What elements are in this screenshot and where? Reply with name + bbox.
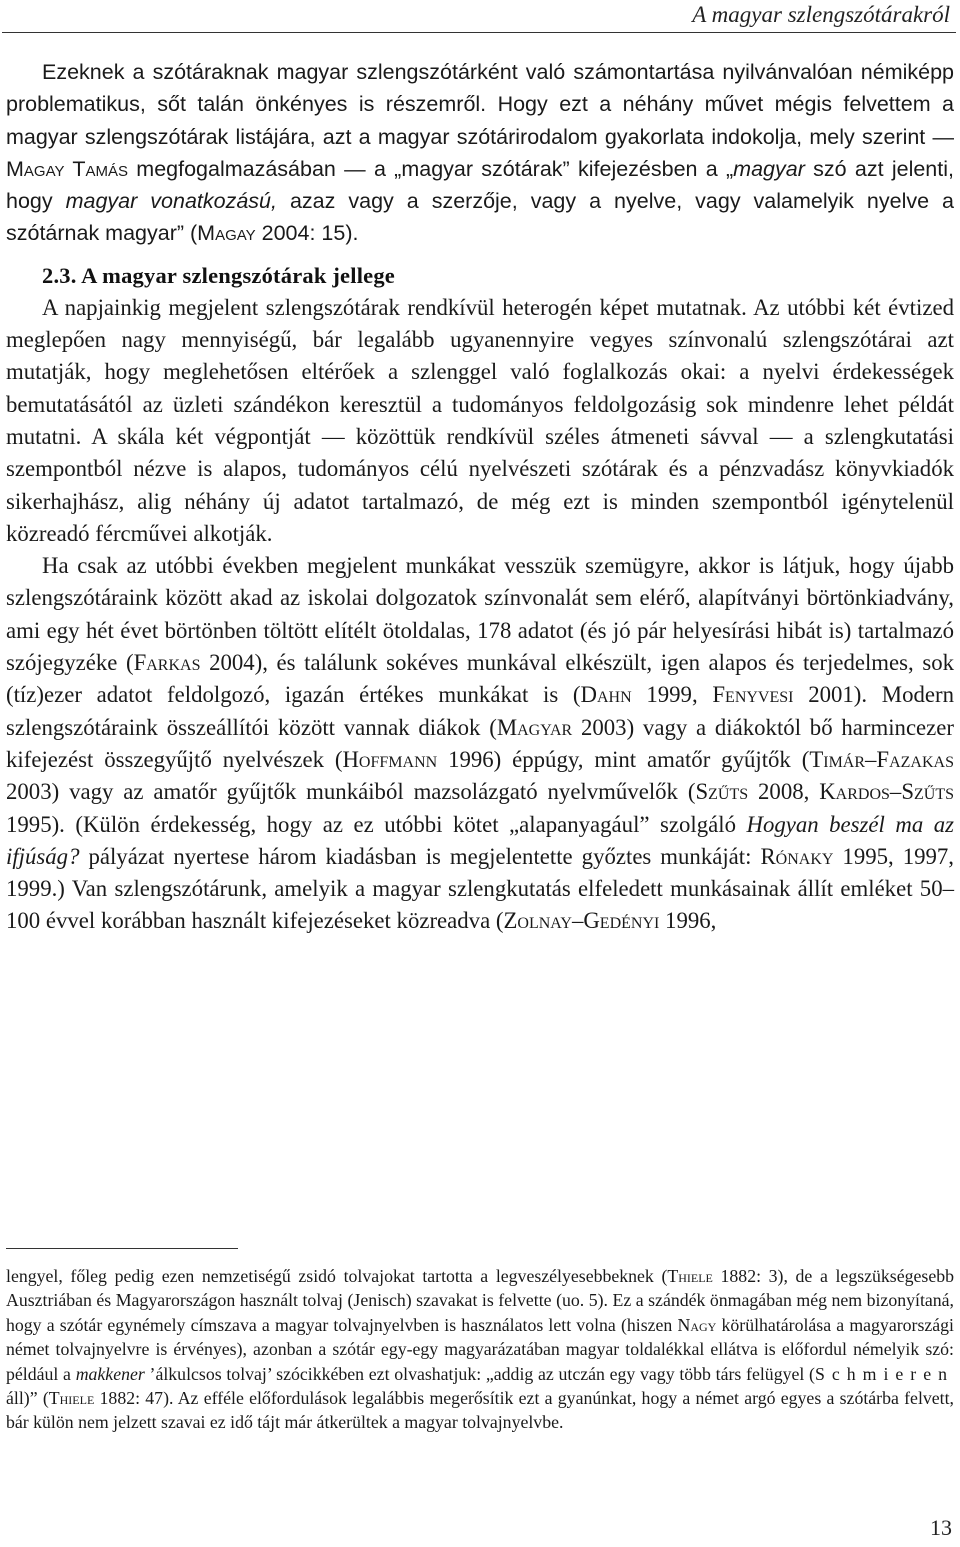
text-run: 2003) vagy az amatőr gyűjtők munkáiból mazsolázgató nyelvművelők (	[6, 779, 696, 805]
author-name: Fenyvesi	[712, 682, 794, 708]
text-run: szó azt jelenti, hogy	[6, 156, 954, 214]
header-rule	[2, 32, 956, 33]
footnote	[6, 1264, 954, 1435]
text-run: 2001). Modern szlengszótáraink összeállítói között vannak diákok (	[6, 682, 954, 740]
text-run: 1882: 3), de a legszükségesebb Ausztriában és Magyarországon használt tolvaj (Jenisch) szavakat is felvette (uo. 5). Ez a szándék önmagában még nem bizonyítaná, hogy a szótár egynémely címszava a magyar tolvajnyelvben is használatos lett volna (hiszen	[6, 1266, 954, 1335]
running-head: A magyar szlengszótárakról	[692, 2, 950, 27]
text-run: körülhatárolása a magyarországi német tolvajnyelvre is érvényes), azonban a szótár egy-egy magyarázatában magyar toldalékkal ellátva is előfordul némelyik szó: például a	[6, 1314, 954, 1384]
emphasis: Hogyan beszél ma az ifjúság?	[6, 811, 954, 869]
paragraph-2: A napjainkig megjelent szlengszótárak rendkívül heterogén képet mutatnak. Az utóbbi két évtized meglepően nagy mennyiségű, bár legalább ugyanennyire vegyes színvonalú szlengszótárai azt mutatják, hogy meglehetősen eltérőek a szlenggel való foglalkozás okai: a nyelvi érdekességek bemutatásától az üzleti szándékon keresztül a tudományos feldolgozásig sok mindenre lehet példát mutatni. A skála két végpontját — közöttük rendkívül széles átmeneti sávval — a szlengkutatási szempontból nézve is alapos, tudományos célú nyelvészeti szótárak és a pénzvadász könyvkiadók sikerhajhász, alig néhány új adatot tartalmazó, de még ezt is minden szempontból igénytelenül közreadó fércművei alkotják.	[6, 294, 954, 546]
text-run: 2003) vagy a diákoktól bő harmincezer kifejezést összegyűjtő nyelvészek (	[6, 714, 955, 772]
text-run: megfogalmazásában — a „magyar szótárak” kifejezésben a „	[128, 156, 734, 181]
text-run: 1882: 47). Az efféle előfordulások legalábbis megerősítik ezt a gyanúnkat, hogy a német argó egyes a szótárba felvett, bár külön nem jelzett szavai ez idő tájt már átkerültek a magyar tolvajnyelvbe.	[6, 1388, 954, 1433]
author-name: Thiele	[48, 1388, 95, 1409]
author-name: Kardos–Szűts	[819, 779, 954, 805]
text-run: 2004), és találunk sokéves munkával elkészült, igen alapos és terjedelmes, sok (tíz)ezer adatot feldolgozó, igazán értékes munkákat is (	[6, 650, 954, 708]
emphasis: magyar vonatkozású,	[65, 189, 277, 214]
author-name: Dahn	[580, 682, 632, 708]
author-name: Farkas	[133, 650, 201, 676]
text-run: 2004: 15).	[255, 221, 359, 246]
main-text	[6, 56, 954, 938]
author-name: Magyar	[496, 714, 573, 740]
author-name: Hoffmann	[342, 746, 438, 772]
text-run: Ha csak az utóbbi években megjelent munkákat vesszük szemügyre, akkor is látjuk, hogy újabb szlengszótáraink között akad az iskolai dolgozatok színvonalát sem elérő, alapítványi börtönkiadvány, ami egy hét évet börtönben töltött elítélt ötoldalas, 178 adatot (és jó pár helyesírási hibát is) tartalmazó szójegyzéke (	[6, 553, 954, 676]
author-name: Magay	[197, 221, 256, 246]
text-run: 1999,	[631, 682, 713, 708]
text-run: áll)” (	[6, 1388, 49, 1409]
spaced-word: Schmieren	[814, 1363, 955, 1384]
author-name: Thiele	[667, 1266, 713, 1286]
emphasis: makkener	[75, 1363, 145, 1384]
text-run: lengyel, főleg pedig ezen nemzetiségű zsidó tolvajokat tartotta a legveszélyesebbeknek (	[6, 1266, 668, 1286]
text-run: 1995). (Külön érdekesség, hogy az ez utóbbi kötet „alapanyagául” szolgáló	[6, 811, 747, 837]
text-run: 1996) éppúgy, mint amatőr gyűjtők (	[437, 746, 810, 772]
text-run: pályázat nyertese három kiadásban is megjelentette győztes munkáját:	[79, 843, 761, 869]
text-run: 1995, 1997, 1999.) Van szlengszótárunk, amelyik a magyar szlengkutatás elfeledett munkásainak állít emléket 50–100 évvel korábban használt kifejezéseket közreadva (	[6, 843, 955, 934]
text-run: 1996,	[659, 908, 717, 934]
author-name: Timár–Fazakas	[809, 746, 954, 772]
author-name: Szűts	[695, 779, 749, 805]
author-name: Rónaky	[760, 843, 834, 869]
text-run: Ezeknek a szótáraknak magyar szlengszótárként való számontartása nyilvánvalóan némiképp problematikus, sőt talán önkényes is részemről. Hogy ezt a néhány művet mégis felvettem a magyar szlengszótárak listájára, azt a magyar szótárirodalom gyakorlata indokolja, mely szerint —	[6, 60, 954, 149]
text-run: 2008,	[748, 779, 820, 805]
emphasis: magyar	[733, 156, 805, 181]
paragraph-1	[6, 56, 954, 250]
text-run: ’álkulcsos tolvaj’ szócikkében ezt olvashatjuk: „addig az utczán egy vagy több társ felügyel (	[144, 1363, 815, 1384]
author-name: Magay Tamás	[6, 156, 129, 181]
author-name: Nagy	[677, 1314, 717, 1335]
text-run: azaz vagy a szerzője, vagy a nyelve, vagy valamelyik nyelve a szótárnak magyar” (	[6, 189, 954, 246]
section-heading: 2.3. A magyar szlengszótárak jellege	[42, 262, 395, 288]
author-name: Zolnay–Gedényi	[503, 908, 660, 934]
paragraph-3	[6, 550, 954, 938]
footnote-rule	[6, 1248, 238, 1249]
page-number: 13	[930, 1515, 952, 1540]
